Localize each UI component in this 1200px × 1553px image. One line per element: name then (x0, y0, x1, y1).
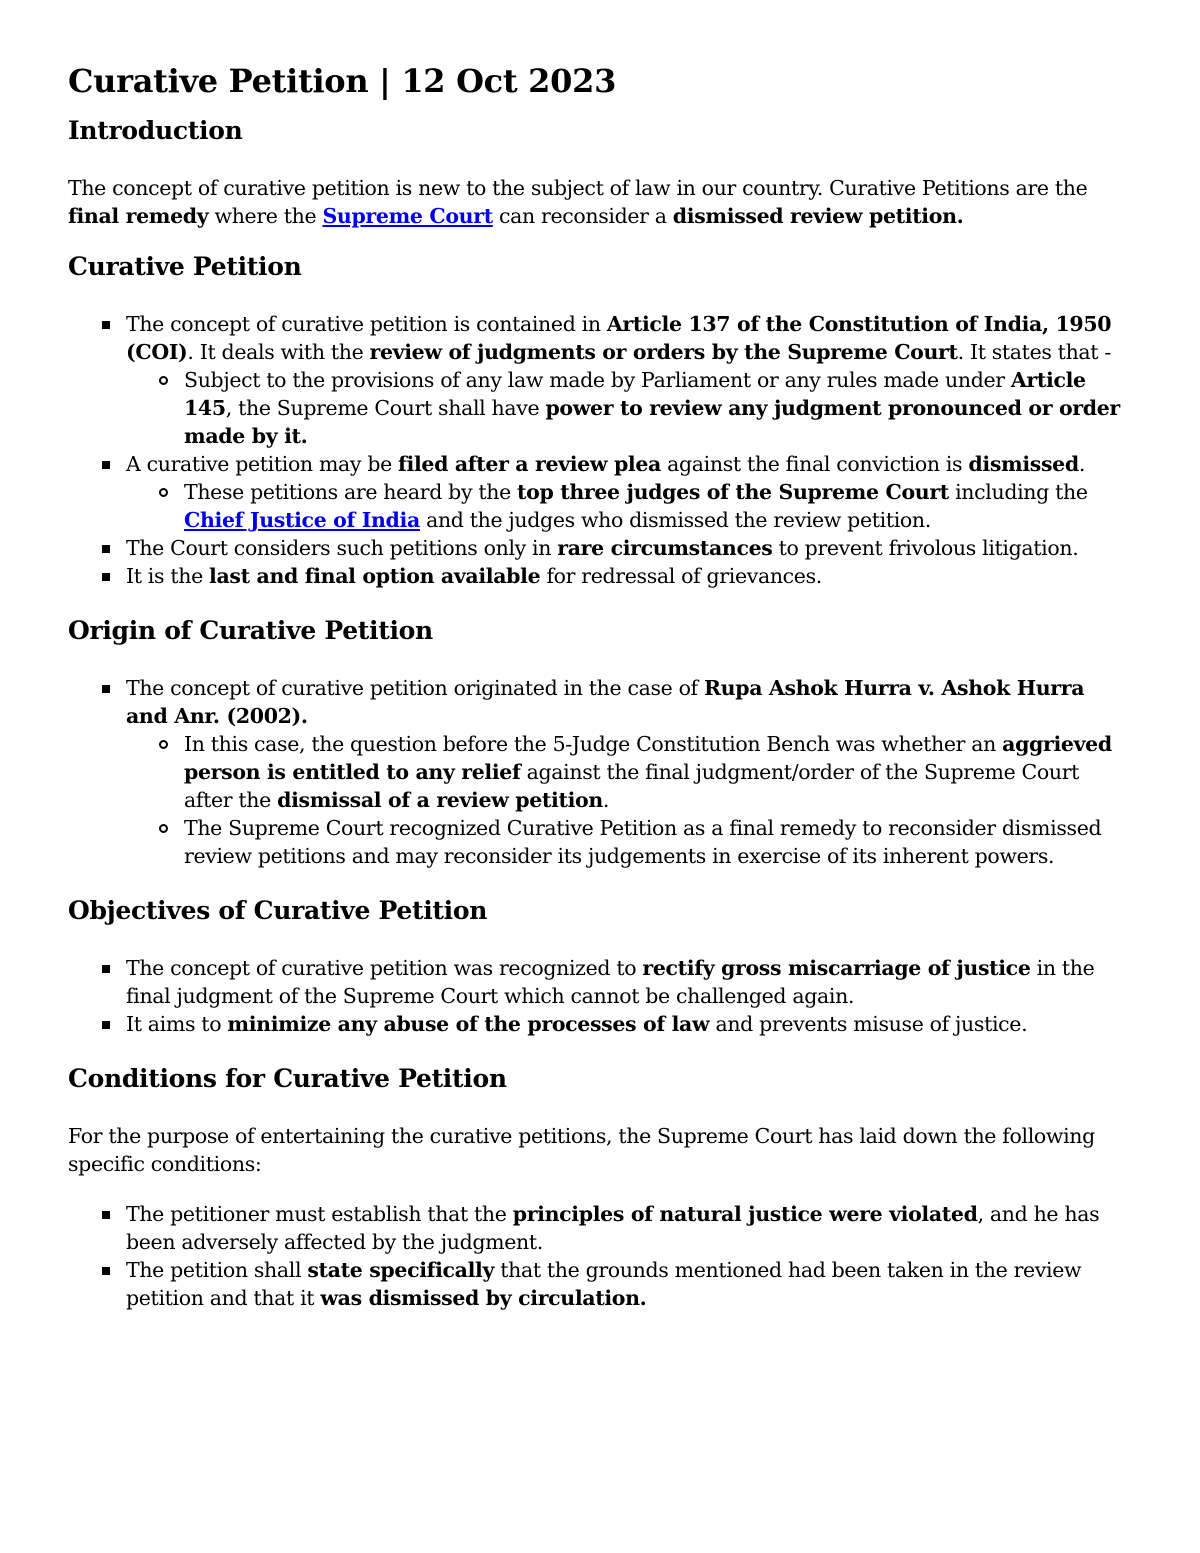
list-item: It is the last and final option available for redressal of grievances. (68, 562, 1128, 590)
list-item: The Court considers such petitions only in rare circumstances to prevent frivolous litigation. (68, 534, 1128, 562)
square-bullet-icon (102, 1267, 110, 1275)
sub-list (126, 478, 1128, 534)
page-title: Curative Petition | 12 Oct 2023 (68, 62, 617, 100)
origin-heading: Origin of Curative Petition (68, 616, 433, 646)
list-item: The petitioner must establish that the principles of natural justice were violated, and he has been adversely affected by the judgment. (68, 1200, 1128, 1256)
chief-justice-of-india-link[interactable]: Chief Justice of India (184, 508, 420, 533)
conditions-list (68, 1200, 1128, 1312)
sub-list (126, 366, 1128, 450)
introduction-heading: Introduction (68, 116, 243, 146)
list-item: It aims to minimize any abuse of the processes of law and prevents misuse of justice. (68, 1010, 1128, 1038)
objectives-heading: Objectives of Curative Petition (68, 896, 488, 926)
circle-bullet-icon (159, 740, 168, 749)
square-bullet-icon (102, 573, 110, 581)
square-bullet-icon (102, 1021, 110, 1029)
list-item: The petition shall state specifically that the grounds mentioned had been taken in the review petition and that it was dismissed by circulation. (68, 1256, 1128, 1312)
circle-bullet-icon (159, 376, 168, 385)
sub-list (126, 730, 1128, 870)
sub-list-item: These petitions are heard by the top three judges of the Supreme Court including the Chief Justice of India and the judges who dismissed the review petition. (126, 478, 1128, 534)
list-item: A curative petition may be filed after a review plea against the final conviction is dismissed. These petitions are heard by the top three judges of the Supreme Court including the Chief Justice of India and the judges who dismissed the review petition. (68, 450, 1128, 534)
sub-list-item: Subject to the provisions of any law made by Parliament or any rules made under Article 145, the Supreme Court shall have power to review any judgment pronounced or order made by it. (126, 366, 1128, 450)
objectives-list (68, 954, 1128, 1038)
curative-petition-list (68, 310, 1128, 590)
list-item: The concept of curative petition was recognized to rectify gross miscarriage of justice in the final judgment of the Supreme Court which cannot be challenged again. (68, 954, 1128, 1010)
sub-list-item: The Supreme Court recognized Curative Petition as a final remedy to reconsider dismissed review petitions and may reconsider its judgements in exercise of its inherent powers. (126, 814, 1128, 870)
curative-petition-heading: Curative Petition (68, 252, 302, 282)
conditions-intro: For the purpose of entertaining the curative petitions, the Supreme Court has laid down the following specific conditions: (68, 1124, 1095, 1177)
document-page (68, 62, 1128, 1338)
circle-bullet-icon (159, 824, 168, 833)
conditions-heading: Conditions for Curative Petition (68, 1064, 507, 1094)
list-item: The concept of curative petition originated in the case of Rupa Ashok Hurra v. Ashok Hurra and Anr. (2002). In this case, the question before the 5-Judge Constitution Bench was whether an aggrieved person is entitled to any relief against the final judgment/order of the Supreme Court after the dismissal of a review petition. The Supreme Court recognized Curative Petition as a final remedy to reconsider dismissed review petitions and may reconsider its judgements in exercise of its inherent powers. (68, 674, 1128, 870)
square-bullet-icon (102, 685, 110, 693)
square-bullet-icon (102, 1211, 110, 1219)
supreme-court-link[interactable]: Supreme Court (322, 204, 493, 229)
square-bullet-icon (102, 321, 110, 329)
circle-bullet-icon (159, 488, 168, 497)
sub-list-item: In this case, the question before the 5-Judge Constitution Bench was whether an aggrieved person is entitled to any relief against the final judgment/order of the Supreme Court after the dismissal of a review petition. (126, 730, 1128, 814)
square-bullet-icon (102, 461, 110, 469)
list-item: The concept of curative petition is contained in Article 137 of the Constitution of India, 1950 (COI). It deals with the review of judgments or orders by the Supreme Court. It states that - Subject to the provisions of any law made by Parliament or any rules made under Article 145, the Supreme Court shall have power to review any judgment pronounced or order made by it. (68, 310, 1128, 450)
square-bullet-icon (102, 545, 110, 553)
square-bullet-icon (102, 965, 110, 973)
origin-list (68, 674, 1128, 870)
introduction-paragraph: The concept of curative petition is new to the subject of law in our country. Curative Petitions are the final remedy where the Supreme Court can reconsider a dismissed review petition. (68, 176, 1088, 229)
